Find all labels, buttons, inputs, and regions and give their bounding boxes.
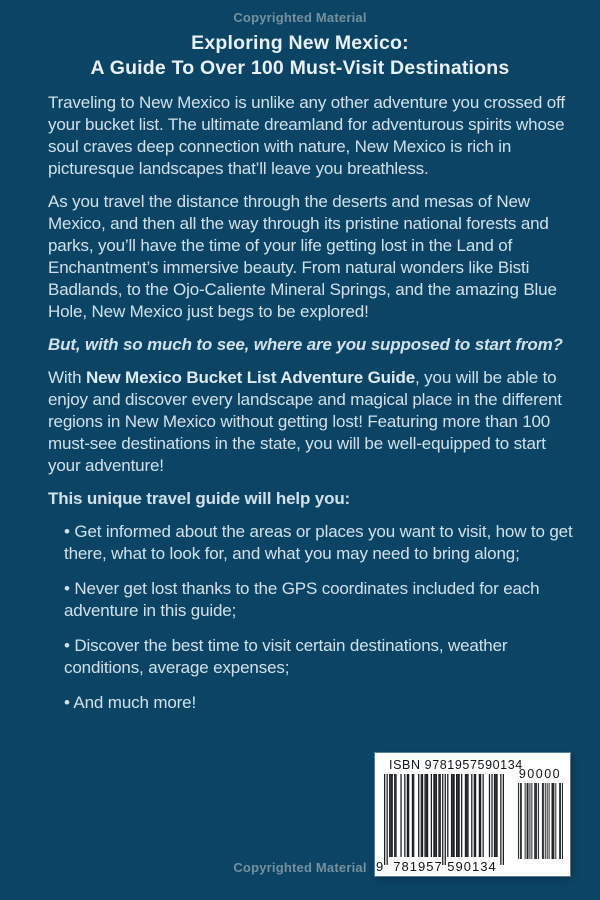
guide-text-suffix: , you will be able to enjoy and discover every landscape and magical place in the different regions in New Mexico without getting lost! Featuring more than 100 must-see destinations in the state, you will be well-equipped to start your adventure! [48, 368, 562, 475]
ean-digit-group: 781957 [393, 859, 443, 874]
barcode-box [375, 753, 570, 876]
list-item: • Never get lost thanks to the GPS coordinates included for each adventure in this guide; [64, 579, 540, 620]
paragraph-intro: Traveling to New Mexico is unlike any other adventure you crossed off your bucket list. The ultimate dreamland for adventurous spirits whose soul craves deep connection with nature, New Mexico is rich in picturesque landscapes that’ll leave you breathless. [48, 93, 565, 178]
list-heading: This unique travel guide will help you: [48, 489, 351, 508]
guide-text-prefix: With [48, 368, 86, 387]
paragraph-question: But, with so much to see, where are you supposed to start from? [48, 335, 563, 354]
isbn-label: ISBN 9781957590134 [389, 758, 523, 772]
paragraph-journey: As you travel the distance through the deserts and mesas of New Mexico, and then all the way through its pristine national forests and parks, you’ll have the time of your life getting lost in the Land of Enchantment’s immersive beauty. From natural wonders like Bisti Badlands, to the Ojo-Caliente Mineral Springs, and the amazing Blue Hole, New Mexico just begs to be explored! [48, 192, 557, 321]
paragraph-guide [48, 367, 576, 477]
ean-barcode-bars [384, 774, 504, 865]
ean-digit-group: 9 [376, 859, 384, 874]
addon-barcode-bars [517, 783, 563, 859]
watermark-top: Copyrighted Material [233, 10, 367, 25]
addon-barcode [517, 767, 563, 859]
list-item: • And much more! [64, 693, 197, 712]
back-cover-text [48, 92, 576, 727]
book-title-line2: A Guide To Over 100 Must-Visit Destinations [90, 57, 510, 79]
ean-digit-group: 590134 [447, 859, 497, 874]
book-title-line1: Exploring New Mexico: [191, 32, 409, 54]
list-item: • Get informed about the areas or places you want to visit, how to get there, what to look for, and what you may need to bring along; [64, 522, 573, 563]
book-title [0, 31, 600, 81]
watermark-bottom: Copyrighted Material [233, 860, 367, 875]
list-item: • Discover the best time to visit certain destinations, weather conditions, average expenses; [64, 636, 508, 677]
ean-barcode [376, 774, 504, 874]
feature-list [64, 521, 576, 714]
guide-book-name: New Mexico Bucket List Adventure Guide [85, 368, 416, 387]
addon-price-code: 90000 [518, 767, 562, 781]
